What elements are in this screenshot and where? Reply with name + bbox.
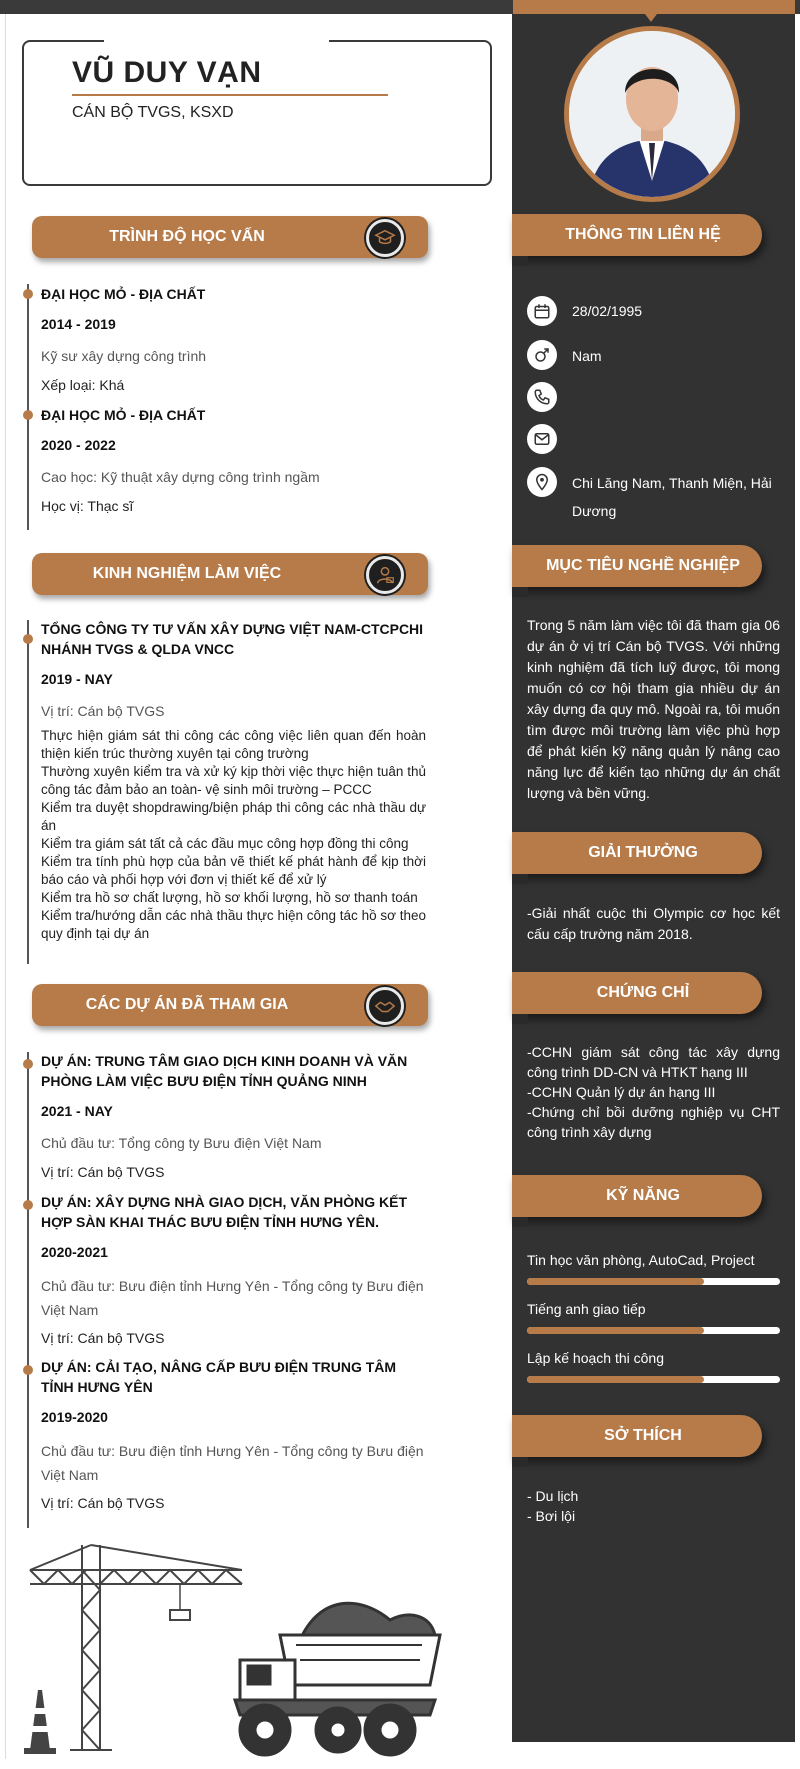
project-period: 2021 - NAY bbox=[41, 1103, 113, 1119]
certificates-list bbox=[527, 1042, 780, 1142]
skill-bar bbox=[527, 1327, 780, 1334]
certificate-item: -Chứng chỉ bồi dưỡng nghiệp vụ CHT công trình xây dựng bbox=[527, 1104, 780, 1140]
projects-title: CÁC DỰ ÁN ĐÃ THAM GIA bbox=[85, 996, 289, 1013]
timeline-dot bbox=[23, 1059, 33, 1069]
project-name: DỰ ÁN: CẢI TẠO, NÂNG CẤP BƯU ĐIỆN TRUNG TÂM TỈNH HƯNG YÊN bbox=[41, 1359, 397, 1395]
skills-header bbox=[512, 1175, 762, 1217]
header-shadow-notch bbox=[512, 1217, 528, 1227]
experience-title: KINH NGHIỆM LÀM VIỆC bbox=[92, 565, 282, 582]
skill-label: Tin học văn phòng, AutoCad, Project bbox=[527, 1252, 755, 1268]
location-icon bbox=[527, 467, 557, 497]
duty-item: Kiểm tra hồ sơ chất lượng, hồ sơ khối lượng, hồ sơ thanh toán bbox=[41, 890, 418, 905]
dump-truck-icon bbox=[235, 1603, 440, 1755]
project-investor: Chủ đầu tư: Tổng công ty Bưu điện Việt Nam bbox=[41, 1135, 322, 1151]
experience-position: Vị trí: Cán bộ TVGS bbox=[41, 703, 165, 719]
contact-title: THÔNG TIN LIÊN HỆ bbox=[565, 226, 721, 243]
address-text: Chi Lăng Nam, Thanh Miện, Hải Dương bbox=[572, 475, 772, 519]
email-icon bbox=[527, 424, 557, 454]
project-investor: Chủ đầu tư: Bưu điện tỉnh Hưng Yên - Tổng công ty Bưu điện Việt Nam bbox=[41, 1443, 424, 1483]
project-investor: Chủ đầu tư: Bưu điện tỉnh Hưng Yên - Tổng công ty Bưu điện Việt Nam bbox=[41, 1278, 424, 1318]
skill-fill bbox=[527, 1376, 704, 1383]
awards-text: -Giải nhất cuộc thi Olympic cơ học kết cấu cấp trường năm 2018. bbox=[527, 905, 780, 942]
gender-text: Nam bbox=[572, 348, 602, 364]
duty-item: Kiểm tra tính phù hợp của bản vẽ thiết kế phát hành để kịp thời báo cáo và phối hợp với đơn vị thiết kế để xử lý bbox=[41, 854, 426, 887]
project-name: DỰ ÁN: TRUNG TÂM GIAO DỊCH KINH DOANH VÀ VĂN PHÒNG LÀM VIỆC BƯU ĐIỆN TỈNH QUẢNG NINH bbox=[41, 1053, 408, 1089]
birthday-text: 28/02/1995 bbox=[572, 303, 643, 319]
avatar bbox=[564, 26, 740, 202]
objective-text: Trong 5 năm làm việc tôi đã tham gia 06 dự án ở vị trí Cán bộ TVGS. Với những kinh nghiệm đã tích luỹ được, tôi mong muốn có cơ hội tham gia nhiều dự án xây dựng đa quy mô. Ngoài ra, tôi muốn tìm được môi trường làm việc phù hợp để phát kiến kỹ năng quản lý nâng cao năng lực để kiến tạo những dự án chất lượng và bền vững. bbox=[527, 617, 780, 801]
skill-bar bbox=[527, 1278, 780, 1285]
full-name: VŨ DUY VẠN bbox=[72, 56, 262, 89]
duty-item: Kiểm tra duyệt shopdrawing/biện pháp thi công các nhà thầu dự án bbox=[41, 800, 426, 833]
experience-period: 2019 - NAY bbox=[41, 671, 113, 687]
project-item bbox=[41, 1357, 426, 1513]
education-major: Cao học: Kỹ thuật xây dựng công trình ngầm bbox=[41, 469, 320, 485]
job-title: CÁN BỘ TVGS, KSXD bbox=[72, 104, 234, 121]
project-item bbox=[41, 1192, 426, 1348]
experience-header bbox=[32, 553, 428, 595]
timeline-dot bbox=[23, 634, 33, 644]
education-item bbox=[41, 405, 426, 516]
school-name: ĐẠI HỌC MỎ - ĐỊA CHẤT bbox=[41, 407, 206, 423]
skill-bar bbox=[527, 1376, 780, 1383]
project-item bbox=[41, 1051, 426, 1182]
project-position: Vị trí: Cán bộ TVGS bbox=[41, 1330, 165, 1346]
project-position: Vị trí: Cán bộ TVGS bbox=[41, 1495, 165, 1511]
project-position: Vị trí: Cán bộ TVGS bbox=[41, 1164, 165, 1180]
certificates-header bbox=[512, 972, 762, 1014]
avatar-notch bbox=[645, 14, 657, 22]
company-name: TỔNG CÔNG TY TƯ VẤN XÂY DỰNG VIỆT NAM-CTCPCHI NHÁNH TVGS & QLDA VNCC bbox=[41, 621, 424, 657]
timeline-dot bbox=[23, 1365, 33, 1375]
traffic-cone-icon bbox=[24, 1690, 56, 1754]
calendar-icon bbox=[527, 296, 557, 326]
header-shadow-notch bbox=[512, 587, 528, 597]
education-major: Kỹ sư xây dựng công trình bbox=[41, 348, 207, 364]
header-shadow-notch bbox=[512, 1014, 528, 1024]
certificates-title: CHỨNG CHỈ bbox=[596, 984, 690, 1001]
handshake-icon bbox=[366, 987, 404, 1025]
duty-item: Thực hiện giám sát thi công các công việc liên quan đến hoàn thiện kiến trúc thường xuyên tại công trường bbox=[41, 728, 426, 761]
header-shadow-notch bbox=[512, 874, 528, 884]
projects-header bbox=[32, 984, 428, 1026]
objective-title: MỤC TIÊU NGHỀ NGHIỆP bbox=[546, 557, 740, 574]
timeline-dot bbox=[23, 289, 33, 299]
experience-timeline bbox=[27, 620, 29, 964]
graduation-cap-icon bbox=[366, 219, 404, 257]
education-item bbox=[41, 284, 426, 395]
page-edge bbox=[5, 14, 6, 1759]
skill-item bbox=[527, 1299, 780, 1334]
skill-fill bbox=[527, 1327, 704, 1334]
objective-header bbox=[512, 545, 762, 587]
education-period: 2014 - 2019 bbox=[41, 316, 116, 332]
crane-icon bbox=[30, 1545, 242, 1750]
education-period: 2020 - 2022 bbox=[41, 437, 116, 453]
hobbies-title: SỞ THÍCH bbox=[604, 1427, 682, 1444]
certificate-item: -CCHN giám sát công tác xây dựng công trình DD-CN và HTKT hạng III bbox=[527, 1044, 780, 1080]
skill-label: Lập kế hoạch thi công bbox=[527, 1350, 664, 1366]
skills-title: KỸ NĂNG bbox=[606, 1187, 680, 1204]
timeline-dot bbox=[23, 1200, 33, 1210]
duties-list bbox=[41, 727, 426, 943]
profile-photo bbox=[569, 31, 735, 197]
skill-item bbox=[527, 1348, 780, 1383]
duty-item: Kiểm tra/hướng dẫn các nhà thầu thực hiện công tác hồ sơ theo quy định tại dự án bbox=[41, 908, 426, 941]
hobbies-header bbox=[512, 1415, 762, 1457]
briefcase-person-icon bbox=[366, 556, 404, 594]
project-period: 2020-2021 bbox=[41, 1244, 108, 1260]
education-timeline bbox=[27, 284, 29, 530]
project-period: 2019-2020 bbox=[41, 1409, 108, 1425]
education-grade: Xếp loại: Khá bbox=[41, 377, 125, 393]
school-name: ĐẠI HỌC MỎ - ĐỊA CHẤT bbox=[41, 286, 206, 302]
construction-illustration bbox=[20, 1540, 460, 1760]
hobbies-list bbox=[527, 1486, 780, 1526]
phone-icon bbox=[527, 382, 557, 412]
skill-label: Tiếng anh giao tiếp bbox=[527, 1301, 646, 1317]
contact-header bbox=[512, 214, 762, 256]
duty-item: Kiểm tra giám sát tất cả các đầu mục công hợp đồng thi công bbox=[41, 836, 409, 851]
top-bar-accent bbox=[513, 0, 795, 14]
name-card bbox=[22, 40, 492, 186]
projects-timeline bbox=[27, 1052, 29, 1528]
education-grade: Học vị: Thạc sĩ bbox=[41, 498, 134, 514]
duty-item: Thường xuyên kiểm tra và xử ký kịp thời việc thực hiện tuân thủ công tác đảm bảo an toàn- vệ sinh môi trường – PCCC bbox=[41, 764, 426, 797]
header-shadow-notch bbox=[512, 256, 528, 266]
sidebar bbox=[512, 14, 795, 1742]
education-title: TRÌNH ĐỘ HỌC VẤN bbox=[109, 228, 265, 245]
project-name: DỰ ÁN: XÂY DỰNG NHÀ GIAO DỊCH, VĂN PHÒNG KẾT HỢP SÀN KHAI THÁC BƯU ĐIỆN TỈNH HƯNG YÊN. bbox=[41, 1194, 407, 1230]
skill-item bbox=[527, 1250, 780, 1285]
awards-title: GIẢI THƯỞNG bbox=[588, 844, 698, 861]
certificate-item: -CCHN Quản lý dự án hạng III bbox=[527, 1084, 716, 1100]
experience-item bbox=[41, 619, 426, 943]
gender-icon bbox=[527, 340, 557, 370]
timeline-dot bbox=[23, 410, 33, 420]
awards-header bbox=[512, 832, 762, 874]
education-header bbox=[32, 216, 428, 258]
hobby-item: - Bơi lội bbox=[527, 1508, 576, 1524]
hobby-item: - Du lịch bbox=[527, 1488, 579, 1504]
header-shadow-notch bbox=[512, 1457, 528, 1467]
name-underline bbox=[72, 94, 388, 96]
skill-fill bbox=[527, 1278, 704, 1285]
